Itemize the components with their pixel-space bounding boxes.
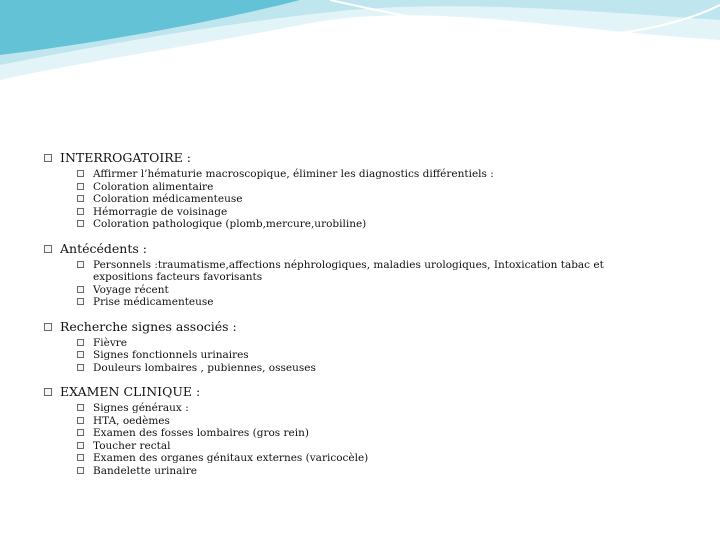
list-item-text: Coloration médicamenteuse	[93, 193, 243, 205]
square-bullet-icon	[77, 429, 84, 436]
square-bullet-icon	[44, 323, 52, 331]
section-signes-associes	[44, 319, 704, 375]
section-title-text: Recherche signes associés :	[60, 318, 237, 334]
list-item-text: Voyage récent	[93, 283, 169, 296]
list-item	[77, 168, 704, 181]
section-title	[44, 319, 704, 335]
slide-content	[44, 150, 704, 487]
square-bullet-icon	[77, 339, 84, 346]
list-item-text: Bandelette urinaire	[93, 464, 197, 477]
list-item	[77, 284, 704, 297]
square-bullet-icon	[77, 404, 84, 411]
square-bullet-icon	[44, 388, 52, 396]
square-bullet-icon	[77, 454, 84, 461]
section-title	[44, 241, 704, 257]
list-item	[77, 362, 704, 375]
square-bullet-icon	[77, 417, 84, 424]
square-bullet-icon	[77, 364, 84, 371]
list-item	[77, 465, 704, 478]
square-bullet-icon	[77, 208, 84, 215]
list-item	[77, 337, 704, 350]
square-bullet-icon	[77, 220, 84, 227]
list-item-text: Hémorragie de voisinage	[93, 205, 228, 218]
section-title-text: EXAMEN CLINIQUE :	[60, 384, 201, 399]
header-wave-decoration	[0, 0, 720, 100]
square-bullet-icon	[77, 298, 84, 305]
section-title	[44, 150, 704, 166]
square-bullet-icon	[77, 195, 84, 202]
list-item-text: Coloration pathologique (plomb,mercure,urobiline)	[93, 218, 367, 230]
item-list	[77, 259, 704, 309]
list-item	[77, 218, 704, 231]
list-item	[77, 415, 704, 428]
list-item-text: Examen des organes génitaux externes (varicocèle)	[93, 452, 369, 464]
section-antecedents	[44, 241, 704, 309]
list-item-text: Examen des fosses lombaires (gros rein)	[93, 427, 309, 439]
list-item	[77, 402, 704, 415]
list-item-text: Affirmer l’hématurie macroscopique, éliminer les diagnostics différentiels :	[93, 168, 494, 180]
square-bullet-icon	[77, 442, 84, 449]
list-item-text: Toucher rectal	[93, 439, 171, 452]
list-item-text: Signes généraux :	[93, 402, 189, 414]
square-bullet-icon	[44, 154, 52, 162]
list-item	[77, 427, 704, 440]
square-bullet-icon	[77, 183, 84, 190]
item-list	[77, 337, 704, 375]
list-item-text: Coloration alimentaire	[93, 180, 214, 193]
item-list	[77, 402, 704, 477]
list-item-text: Signes fonctionnels urinaires	[93, 349, 249, 361]
list-item	[77, 452, 704, 465]
list-item	[77, 440, 704, 453]
square-bullet-icon	[77, 351, 84, 358]
list-item	[77, 193, 704, 206]
square-bullet-icon	[44, 245, 52, 253]
list-item-text: HTA, oedèmes	[93, 414, 170, 427]
list-item-text: Personnels :traumatisme,affections néphrologiques, maladies urologiques, Intoxication tabac et expositions facteurs favorisants	[93, 258, 604, 283]
square-bullet-icon	[77, 261, 84, 268]
square-bullet-icon	[77, 467, 84, 474]
item-list	[77, 168, 704, 231]
section-interrogatoire	[44, 150, 704, 231]
section-title-text: INTERROGATOIRE :	[60, 150, 191, 165]
section-examen-clinique	[44, 384, 704, 477]
square-bullet-icon	[77, 170, 84, 177]
list-item-text: Fièvre	[93, 336, 128, 349]
section-title	[44, 384, 704, 400]
list-item	[77, 181, 704, 194]
list-item-text: Prise médicamenteuse	[93, 296, 214, 308]
section-title-text: Antécédents :	[60, 240, 147, 256]
list-item	[77, 349, 704, 362]
list-item	[77, 206, 704, 219]
list-item-text: Douleurs lombaires , pubiennes, osseuses	[93, 361, 316, 374]
list-item	[77, 259, 704, 284]
list-item	[77, 296, 704, 309]
square-bullet-icon	[77, 286, 84, 293]
